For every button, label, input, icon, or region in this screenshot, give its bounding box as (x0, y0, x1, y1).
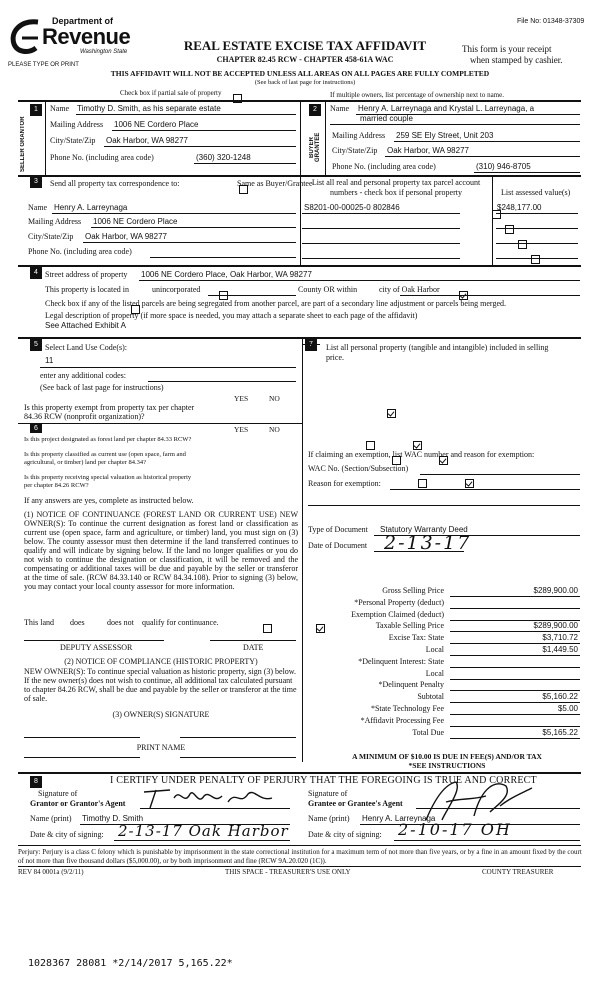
doc-date-label: Date of Document (308, 541, 368, 550)
partial-sale-label: Check box if partial sale of property (120, 89, 222, 97)
seller-city[interactable]: Oak Harbor, WA 98277 (106, 136, 188, 145)
grantee-name[interactable]: Henry A. Larreynaga (362, 814, 436, 823)
tax-row-line (450, 655, 580, 656)
street-address-label: Street address of property (45, 270, 128, 279)
notice-compliance-text: NEW OWNER(S): To continue special valuation as historic property, sign (3) below. If the new owner(s) does not wish to continue, all additional tax calculated pursuant to chapter 84.26 RCW, shall be due and payable by the seller or transferor at the time of sale. (24, 667, 297, 703)
assessed-header: List assessed value(s) (501, 188, 571, 197)
exempt-question-2: 84.36 RCW (nonprofit organization)? (24, 412, 145, 421)
does-label: does (70, 618, 85, 627)
tax-row-line (450, 679, 580, 680)
tax-row-value[interactable]: $5.00 (557, 704, 578, 713)
grantor-name-label: Name (print) (30, 814, 72, 823)
tax-row-label: Gross Selling Price (382, 586, 444, 595)
rule (474, 172, 580, 173)
exempt-no-header: NO (269, 394, 280, 403)
buyer-name-line-1[interactable]: Henry A. Larreynaga and Krystal L. Larreynaga, a (358, 104, 535, 113)
buyer-city-label: City/State/Zip (332, 146, 378, 155)
tax-row-label: *Personal Property (deduct) (354, 598, 444, 607)
exemption-claim-label: If claiming an exemption, list WAC number and reason for exemption: (308, 450, 535, 459)
rule (400, 295, 580, 296)
grantor-name[interactable]: Timothy D. Smith (82, 814, 144, 823)
tax-row-label: Total Due (412, 728, 444, 737)
grantee-date-label: Date & city of signing: (308, 830, 382, 839)
tax-row-line (450, 714, 580, 715)
tax-row-label: Excise Tax: State (388, 633, 444, 642)
seller-name-label: Name (50, 104, 70, 113)
logo-main-text: Revenue (42, 24, 131, 49)
rule (52, 213, 296, 214)
exempt-yes-header: YES (234, 394, 249, 403)
section-6-badge: 6 (30, 424, 42, 433)
rule (180, 737, 296, 738)
this-land-label: This land (24, 618, 54, 627)
parcel-header-2: numbers - check box if personal property (330, 188, 462, 197)
tax-row-line (450, 738, 580, 739)
seller-phone[interactable]: (360) 320-1248 (196, 153, 251, 162)
rule (24, 757, 140, 758)
rule (24, 640, 164, 641)
doc-type-label: Type of Document (308, 525, 368, 534)
section-5-badge: 5 (30, 339, 42, 351)
seller-phone-label: Phone No. (including area code) (50, 153, 154, 162)
historic-question-2: per chapter 84.26 RCW? (24, 482, 89, 489)
grantor-date-city[interactable]: 2-13-17 Oak Harbor (118, 822, 289, 840)
tax-row-value[interactable]: $3,710.72 (542, 633, 578, 642)
rule (420, 474, 580, 475)
current-use-question-2: agricultural, or timber) land per chapter 84.34? (24, 459, 147, 466)
sec6-no-header: NO (269, 425, 280, 434)
legal-description[interactable]: See Attached Exhibit A (45, 321, 126, 330)
tax-row-label: *State Technology Fee (370, 704, 444, 713)
additional-codes-label: enter any additional codes: (40, 371, 126, 380)
notice-compliance-title: (2) NOTICE OF COMPLIANCE (HISTORIC PROPERTY) (64, 657, 258, 666)
receipt-note-2: when stamped by cashier. (470, 55, 563, 65)
tax-row-value[interactable]: $5,165.22 (542, 728, 578, 737)
tax-row-label: Subtotal (417, 692, 444, 701)
dor-logo (8, 14, 131, 60)
rule (374, 551, 464, 552)
minimum-fee-note: A MINIMUM OF $10.00 IS DUE IN FEE(S) AND/OR TAX (352, 752, 542, 761)
same-as-buyer-label: Same as Buyer/Grantee (237, 179, 313, 188)
rule (416, 808, 580, 809)
street-address[interactable]: 1006 NE Cordero Place, Oak Harbor, WA 98277 (141, 270, 312, 279)
certify-statement: I CERTIFY UNDER PENALTY OF PERJURY THAT THE FOREGOING IS TRUE AND CORRECT (110, 775, 537, 786)
treasurer-stamp: 1028367 28081 *2/14/2017 5,165.22* (28, 958, 233, 969)
logo-sub-text: Washington State (80, 49, 128, 55)
rule (325, 100, 326, 175)
rule (390, 489, 580, 490)
forest-no-checkbox[interactable] (413, 441, 422, 450)
rule (139, 280, 580, 281)
rule (302, 344, 320, 345)
rule (45, 100, 46, 175)
page-title: REAL ESTATE EXCISE TAX AFFIDAVIT (183, 38, 427, 53)
county-or-within-label: County OR within (298, 285, 358, 294)
rule (76, 114, 296, 115)
located-label: This property is located in (45, 285, 129, 294)
section-1-badge: 1 (30, 104, 42, 116)
corr-mailing-label: Mailing Address (28, 217, 82, 226)
personal-property-checkbox-2[interactable] (505, 225, 514, 234)
rule (496, 243, 578, 244)
corr-name[interactable]: Henry A. Larreynaga (54, 203, 128, 212)
rule (300, 100, 301, 175)
rule (18, 866, 581, 867)
tax-row-label: Local (425, 669, 444, 678)
grantor-signature[interactable] (140, 784, 280, 810)
print-name-label: PRINT NAME (136, 743, 186, 752)
see-instructions-note: *SEE INSTRUCTIONS (408, 761, 486, 770)
parcel-number[interactable]: S8201-00-00025-0 802846 (304, 203, 400, 212)
buyer-mailing-label: Mailing Address (332, 131, 386, 140)
deputy-assessor-label: DEPUTY ASSESSOR (60, 643, 133, 652)
grantor-sig-label-2: Grantor or Grantor's Agent (30, 799, 126, 808)
tax-row-label: *Delinquent Penalty (378, 680, 444, 689)
rule (302, 228, 460, 229)
personal-property-checkbox-4[interactable] (531, 255, 540, 264)
buyer-mailing[interactable]: 259 SE Ely Street, Unit 203 (396, 131, 494, 140)
seller-mailing[interactable]: 1006 NE Cordero Place (114, 120, 199, 129)
tax-row-value[interactable]: $5,160.22 (542, 692, 578, 701)
grantee-sig-label-1: Signature of (308, 789, 348, 798)
rule (496, 228, 578, 229)
rule (18, 845, 581, 846)
rev-number: REV 84 0001a (9/2/11) (18, 868, 84, 876)
warning-text: THIS AFFIDAVIT WILL NOT BE ACCEPTED UNLESS ALL AREAS ON ALL PAGES ARE FULLY COMPLETED (110, 69, 490, 78)
rule (330, 124, 580, 125)
notice-of-continuance: (1) NOTICE OF CONTINUANCE (FOREST LAND OR CURRENT USE) NEW OWNER(S): To continue the current designation as forest land or classification as current use (open space, farm and agriculture, or timber) land, you must sign on (3) below. The county assessor must then determine if the land transferred continues to qualify and will indicate by signing below. If the land no longer qualifies or you do not wish to continue the designation or classification, it will be removed and the compensating or additional taxes will be due and payable by the seller or transferor at the time of sale. (RCW 84.33.140 or RCW 84.34.108). Prior to signing (3) below, you may contact your local county assessor for more information. (24, 510, 298, 591)
owner-signature-label: (3) OWNER(S) SIGNATURE (112, 710, 210, 719)
send-correspondence-label: Send all property tax correspondence to: (50, 179, 180, 188)
rule (496, 213, 578, 214)
parcel-header-1: List all real and personal property tax parcel account (311, 178, 481, 187)
file-number: File No: 01348-37309 (517, 18, 585, 25)
grantee-name-label: Name (print) (308, 814, 350, 823)
personal-property-text-1: List all personal property (tangible and intangible) included in selling (326, 343, 549, 352)
receipt-note-1: This form is your receipt (462, 44, 552, 54)
rule (394, 141, 580, 142)
unincorporated-label: unincorporated (152, 285, 201, 294)
corr-city-label: City/State/Zip (28, 232, 74, 241)
doc-type[interactable]: Statutory Warranty Deed (380, 525, 468, 534)
land-use-label: Select Land Use Code(s): (45, 343, 127, 352)
tax-row-label: *Affidavit Processing Fee (360, 716, 444, 725)
personal-property-text-2: price. (326, 353, 344, 362)
tax-row-label: Exemption Claimed (deduct) (351, 610, 444, 619)
rule (112, 130, 296, 131)
page-subtitle: CHAPTER 82.45 RCW - CHAPTER 458-61A WAC (216, 55, 394, 64)
land-does-checkbox[interactable] (263, 624, 272, 633)
rule (104, 146, 296, 147)
buyer-name-label: Name (330, 104, 350, 113)
seller-name[interactable]: Timothy D. Smith, as his separate estate (77, 104, 221, 113)
grantee-sig-label-2: Grantee or Grantee's Agent (308, 799, 403, 808)
tax-row-line (450, 631, 580, 632)
please-type: PLEASE TYPE OR PRINT (8, 62, 79, 68)
buyer-phone[interactable]: (310) 946-8705 (476, 162, 531, 171)
section-3-badge: 3 (30, 176, 42, 188)
rule (91, 227, 296, 228)
rule (492, 175, 493, 265)
rule (385, 156, 580, 157)
seller-mailing-label: Mailing Address (50, 120, 104, 129)
rule (308, 505, 580, 506)
deputy-date-label: DATE (243, 643, 264, 652)
rule (302, 213, 460, 214)
city-of-label: city of Oak Harbor (379, 285, 440, 294)
tax-row-line (450, 643, 580, 644)
tax-row-value[interactable]: $289,900.00 (533, 586, 578, 595)
county-treasurer-label: COUNTY TREASURER (482, 868, 554, 876)
corr-city[interactable]: Oak Harbor, WA 98277 (85, 232, 167, 241)
current-use-question-1: Is this property classified as current use (open space, farm and (24, 451, 186, 458)
historic-yes-checkbox[interactable] (418, 479, 427, 488)
rule (18, 772, 581, 774)
rule (140, 808, 290, 809)
tax-row-line (450, 690, 580, 691)
see-back-text: (See back of last page for instructions) (254, 79, 356, 86)
buyer-tab: BUYER GRANTEE (309, 132, 321, 162)
rule (150, 257, 296, 258)
buyer-city[interactable]: Oak Harbor, WA 98277 (387, 146, 469, 155)
rule (302, 258, 460, 259)
rule (148, 381, 296, 382)
rule (40, 367, 296, 368)
buyer-phone-label: Phone No. (including area code) (332, 162, 436, 171)
tax-row-line (450, 667, 580, 668)
tax-row-label: Taxable Selling Price (375, 621, 444, 630)
historic-question-1: Is this property receiving special valuation as historical property (24, 474, 192, 481)
exemption-reason-label: Reason for exemption: (308, 479, 381, 488)
tax-row-value[interactable]: $1,449.50 (542, 645, 578, 654)
doc-date[interactable]: 2-13-17 (384, 532, 472, 554)
rule (194, 163, 296, 164)
grantor-date-label: Date & city of signing: (30, 830, 104, 839)
exempt-no-checkbox[interactable] (387, 409, 396, 418)
logo-top-text: Department of (52, 16, 114, 26)
tax-row-label: Local (425, 645, 444, 654)
seller-tab: SELLER GRANTOR (20, 116, 26, 172)
section-2-badge: 2 (309, 104, 321, 116)
sec6-yes-header: YES (234, 425, 249, 434)
section-7-badge: 7 (305, 339, 317, 351)
perjury-notice: Perjury: Perjury is a class C felony which is punishable by imprisonment in the state correctional institution for a maximum term of not more than five years, or by a fine in an amount fixed by the court of not more than five thousand dollars ($5,000.00), or by both imprisonment and fine (RCW 9A.20.020 (1C)). (18, 848, 582, 865)
tax-row-value[interactable]: $289,900.00 (533, 621, 578, 630)
wac-label: WAC No. (Section/Subsection) (308, 464, 409, 473)
land-use-code[interactable]: 11 (45, 356, 54, 365)
qualify-label: qualify for continuance. (142, 618, 219, 627)
rule (18, 337, 581, 339)
rule (114, 840, 290, 841)
tax-row-line (450, 726, 580, 727)
section-8-badge: 8 (30, 776, 42, 788)
section-4-badge: 4 (30, 267, 42, 279)
tax-row-label: *Delinquent Interest: State (358, 657, 444, 666)
rule (18, 423, 302, 424)
seller-city-label: City/State/Zip (50, 136, 96, 145)
assessed-value[interactable]: $248,177.00 (497, 203, 542, 212)
personal-property-checkbox-3[interactable] (518, 240, 527, 249)
tax-row-line (450, 702, 580, 703)
rule (180, 757, 296, 758)
if-yes-instructions: If any answers are yes, complete as instructed below. (24, 496, 194, 505)
segregated-label: Check box if any of the listed parcels are being segregated from another parcel, are part of a secondary line adjustment or parcels being merged. (45, 299, 506, 308)
corr-name-label: Name (28, 203, 48, 212)
tax-row-line (450, 596, 580, 597)
exempt-question-1: Is this property exempt from property tax per chapter (24, 403, 195, 412)
forest-yes-checkbox[interactable] (366, 441, 375, 450)
legal-description-label: Legal description of property (if more space is needed, you may attach a separate sheet to each page of the affidavit) (45, 311, 418, 320)
historic-no-checkbox[interactable] (465, 479, 474, 488)
grantee-date-city[interactable]: 2-10-17 OH (398, 820, 512, 839)
rule (302, 243, 460, 244)
rule (496, 258, 578, 259)
corr-mailing[interactable]: 1006 NE Cordero Place (93, 217, 178, 226)
buyer-name-line-2[interactable]: married couple (360, 114, 413, 123)
multiple-owners-note: If multiple owners, list percentage of ownership next to name. (330, 91, 504, 99)
land-use-see-back: (See back of last page for instructions) (40, 383, 164, 392)
forest-land-question: Is this project designated as forest land per chapter 84.33 RCW? (24, 436, 192, 443)
corr-phone-label: Phone No. (including area code) (28, 247, 132, 256)
rule (210, 640, 296, 641)
grantor-sig-label-1: Signature of (38, 789, 78, 798)
treasurer-use-label: THIS SPACE - TREASURER'S USE ONLY (225, 868, 351, 876)
rule (24, 737, 140, 738)
rule (208, 295, 296, 296)
tax-row-line (450, 608, 580, 609)
rule (83, 242, 296, 243)
rule (394, 840, 580, 841)
does-not-label: does not (107, 618, 134, 627)
rule (18, 265, 581, 267)
